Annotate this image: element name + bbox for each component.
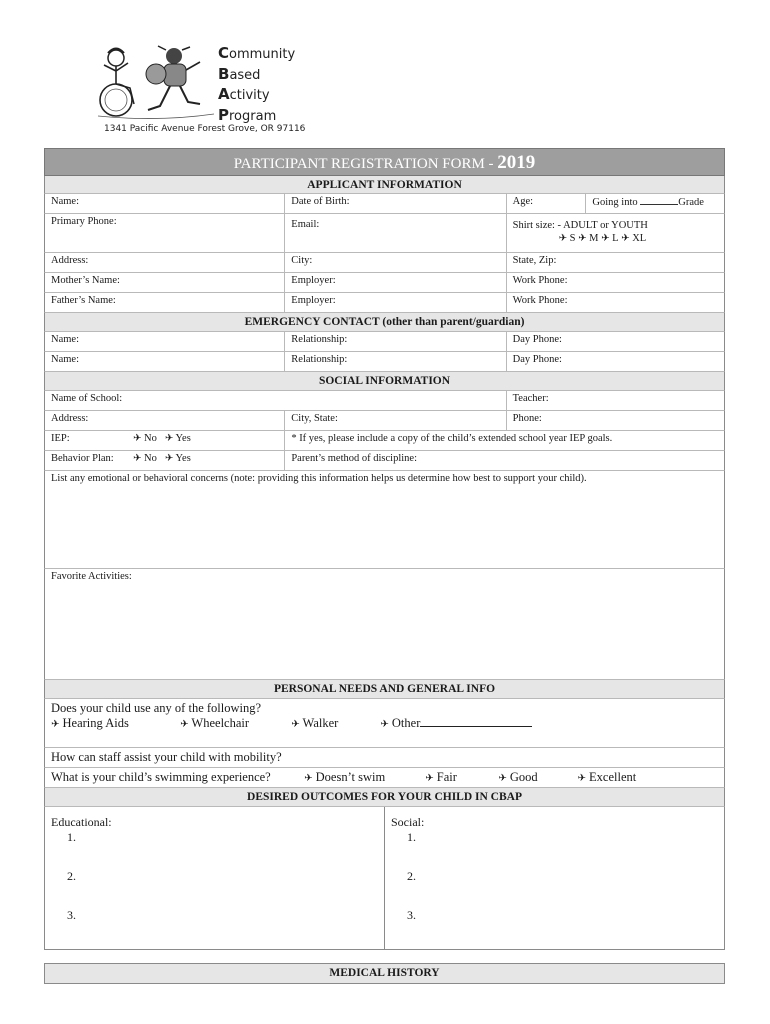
- iep-no-option[interactable]: ✈ No: [133, 433, 157, 444]
- mobility-row: [44, 748, 725, 768]
- social-row-2: [44, 411, 725, 431]
- mother-work-phone-field[interactable]: Work Phone:: [512, 275, 568, 286]
- fathers-name-field[interactable]: Father’s Name:: [45, 293, 285, 312]
- desired-outcomes-box: [44, 807, 725, 950]
- aid-option-hearing-aids[interactable]: ✈ Hearing Aids: [51, 716, 129, 730]
- state-zip-field[interactable]: State, Zip:: [512, 255, 557, 266]
- emergency-day-phone-field[interactable]: Day Phone:: [512, 334, 562, 345]
- airplane-bullet-icon: ✈: [601, 233, 610, 244]
- emergency-name-field[interactable]: Name:: [45, 352, 285, 371]
- mothers-name-field[interactable]: Mother’s Name:: [45, 273, 285, 292]
- aid-option-other[interactable]: ✈ Other: [380, 716, 532, 731]
- social-row-1: [44, 391, 725, 411]
- city-field[interactable]: City:: [285, 253, 506, 272]
- airplane-bullet-icon: ✈: [51, 719, 60, 730]
- address-field[interactable]: Address:: [45, 253, 285, 272]
- iep-yes-option[interactable]: ✈ Yes: [164, 433, 191, 444]
- emergency-relationship-field[interactable]: Relationship:: [285, 332, 506, 351]
- applicant-row-1: [44, 194, 725, 214]
- swim-option-doesnt-swim[interactable]: ✈ Doesn’t swim: [304, 770, 386, 784]
- educational-goal-3[interactable]: 3.: [67, 908, 76, 922]
- shirt-size-options: [513, 232, 718, 245]
- airplane-bullet-icon: ✈: [164, 433, 174, 444]
- emergency-row-2: [44, 352, 725, 372]
- aids-options: [51, 716, 718, 731]
- applicant-row-4: [44, 273, 725, 293]
- shirt-option-l[interactable]: ✈ L: [601, 233, 619, 244]
- date-of-birth-field[interactable]: Date of Birth:: [285, 194, 506, 213]
- iep-note: * If yes, please include a copy of the child’s extended school year IEP goals.: [291, 433, 613, 444]
- swimming-question-label: What is your child’s swimming experience?: [51, 770, 271, 784]
- social-info-heading: SOCIAL INFORMATION: [44, 372, 725, 391]
- swimming-row: [44, 768, 725, 788]
- logo-line: Activity: [218, 85, 270, 103]
- emergency-name-field[interactable]: Name:: [45, 332, 285, 351]
- emergency-contact-heading: EMERGENCY CONTACT (other than parent/guardian): [44, 313, 725, 332]
- emergency-relationship-field[interactable]: Relationship:: [285, 352, 506, 371]
- swim-option-fair[interactable]: ✈ Fair: [425, 770, 457, 784]
- airplane-bullet-icon: ✈: [577, 773, 586, 784]
- educational-goal-2[interactable]: 2.: [67, 869, 76, 883]
- airplane-bullet-icon: ✈: [133, 433, 142, 444]
- social-row-4: [44, 451, 725, 471]
- airplane-bullet-icon: ✈: [180, 719, 189, 730]
- shirt-size-label: Shirt size: - ADULT or YOUTH: [512, 220, 648, 231]
- grade-field[interactable]: Going into Grade: [592, 197, 704, 208]
- shirt-option-s[interactable]: ✈ S: [558, 233, 576, 244]
- behavior-plan-label: Behavior Plan:: [51, 453, 114, 464]
- teacher-field[interactable]: Teacher:: [512, 393, 549, 404]
- school-name-field[interactable]: Name of School:: [45, 391, 507, 410]
- shirt-option-xl[interactable]: ✈ XL: [621, 233, 647, 244]
- other-aid-blank[interactable]: [420, 716, 532, 727]
- shirt-size-field: [507, 214, 724, 252]
- school-address-field[interactable]: Address:: [45, 411, 285, 430]
- aid-option-wheelchair[interactable]: ✈ Wheelchair: [180, 716, 250, 730]
- airplane-bullet-icon: ✈: [164, 453, 174, 464]
- educational-outcomes: [45, 807, 385, 949]
- registration-form: [44, 148, 725, 950]
- social-row-3: [44, 431, 725, 451]
- social-label: Social:: [391, 815, 425, 829]
- grade-blank[interactable]: [640, 196, 678, 205]
- swim-option-good[interactable]: ✈ Good: [498, 770, 538, 784]
- mother-employer-field[interactable]: Employer:: [285, 273, 506, 292]
- concerns-field[interactable]: List any emotional or behavioral concerns (note: providing this information helps us determine how best to support your child).: [51, 473, 587, 484]
- social-goal-2[interactable]: 2.: [407, 869, 416, 883]
- school-phone-field[interactable]: Phone:: [512, 413, 542, 424]
- iep-field: [45, 431, 285, 450]
- primary-phone-field[interactable]: Primary Phone:: [45, 214, 285, 252]
- desired-outcomes-heading: DESIRED OUTCOMES FOR YOUR CHILD IN CBAP: [44, 788, 725, 807]
- logo-line: Based: [218, 64, 261, 83]
- airplane-bullet-icon: ✈: [291, 719, 300, 730]
- behavior-no-option[interactable]: ✈ No: [133, 453, 157, 464]
- concerns-box: [44, 471, 725, 569]
- logo-line: Program: [218, 105, 277, 124]
- mobility-aids-question: [44, 699, 725, 748]
- social-outcomes: [385, 807, 724, 949]
- airplane-bullet-icon: ✈: [558, 233, 568, 244]
- form-title: PARTICIPANT REGISTRATION FORM - 2019: [44, 148, 725, 176]
- airplane-bullet-icon: ✈: [133, 453, 142, 464]
- swim-option-excellent[interactable]: ✈ Excellent: [577, 770, 637, 784]
- school-city-state-field[interactable]: City, State:: [285, 411, 506, 430]
- favorite-activities-field[interactable]: Favorite Activities:: [51, 571, 132, 582]
- applicant-row-2: [44, 214, 725, 253]
- airplane-bullet-icon: ✈: [425, 773, 434, 784]
- personal-needs-heading: PERSONAL NEEDS AND GENERAL INFO: [44, 680, 725, 699]
- father-employer-field[interactable]: Employer:: [285, 293, 506, 312]
- discipline-method-field[interactable]: Parent’s method of discipline:: [291, 453, 417, 464]
- favorite-activities-box: [44, 569, 725, 680]
- name-field[interactable]: Name:: [45, 194, 285, 213]
- age-field[interactable]: Age:: [507, 194, 587, 213]
- aid-option-walker[interactable]: ✈ Walker: [291, 716, 339, 730]
- social-goal-3[interactable]: 3.: [407, 908, 416, 922]
- applicant-row-5: [44, 293, 725, 313]
- logo-line: Community: [218, 44, 296, 62]
- emergency-row-1: [44, 332, 725, 352]
- mobility-assist-field[interactable]: How can staff assist your child with mobility?: [51, 750, 282, 764]
- airplane-bullet-icon: ✈: [498, 773, 507, 784]
- email-field[interactable]: Email:: [285, 214, 506, 252]
- iep-label: IEP:: [51, 433, 70, 444]
- father-work-phone-field[interactable]: Work Phone:: [512, 295, 568, 306]
- educational-label: Educational:: [51, 815, 112, 829]
- cbap-logo-wordmark: [218, 44, 295, 126]
- emergency-day-phone-field[interactable]: Day Phone:: [512, 354, 562, 365]
- medical-history-heading: MEDICAL HISTORY: [44, 963, 725, 984]
- applicant-row-3: [44, 253, 725, 273]
- organization-address: 1341 Pacific Avenue Forest Grove, OR 97116: [104, 124, 306, 134]
- shirt-option-m[interactable]: ✈ M: [578, 233, 599, 244]
- swimming-field: [45, 768, 724, 787]
- cbap-logo-illustration: [94, 44, 216, 120]
- educational-goal-1[interactable]: 1.: [67, 830, 76, 844]
- social-goal-1[interactable]: 1.: [407, 830, 416, 844]
- airplane-bullet-icon: ✈: [621, 233, 630, 244]
- airplane-bullet-icon: ✈: [578, 233, 587, 244]
- airplane-bullet-icon: ✈: [380, 719, 389, 730]
- behavior-plan-field: [45, 451, 285, 470]
- behavior-yes-option[interactable]: ✈ Yes: [164, 453, 191, 464]
- aids-question-label: Does your child use any of the following?: [51, 701, 262, 715]
- airplane-bullet-icon: ✈: [304, 773, 313, 784]
- applicant-info-heading: APPLICANT INFORMATION: [44, 176, 725, 194]
